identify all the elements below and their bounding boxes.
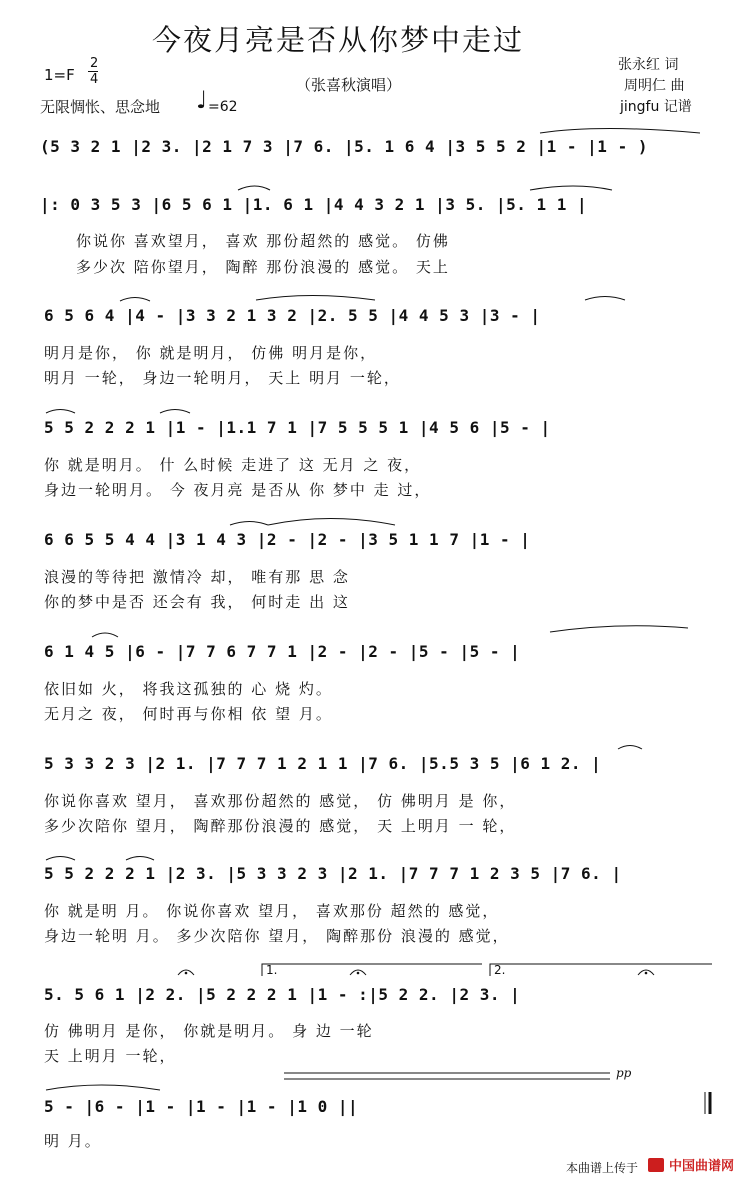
score-line-4-lyric-1: 你 就是明月。 什 么时候 走进了 这 无月 之 夜， — [44, 456, 422, 474]
site-logo-graphic — [648, 1155, 748, 1175]
time-signature-bottom: 4 — [90, 72, 99, 87]
tie-mark — [238, 186, 270, 190]
volta-2-label: 2. — [494, 963, 506, 977]
score-line-5-lyric-2: 你的梦中是否 还会有 我， 何时走 出 这 — [44, 593, 350, 611]
score-line-1-notes: (5 3 2 1 |2 3. |2 1 7 3 |7 6. |5. 1 6 4 |3 5 5 2 |1 - |1 - ) — [40, 137, 648, 156]
composer-credit: 周明仁 曲 — [624, 78, 685, 94]
score-line-7-notes: 5 3 3 2 3 |2 1. |7 7 7 1 2 1 1 |7 6. |5.5 3 5 |6 1 2. | — [44, 754, 602, 773]
score-line-3-notes: 6 5 6 4 |4 - |3 3 2 1 3 2 |2. 5 5 |4 4 5 3 |3 - | — [44, 306, 541, 325]
time-signature-top: 2 — [90, 56, 99, 71]
song-title: 今夜月亮是否从你梦中走过 — [152, 23, 525, 57]
tie-mark — [46, 1085, 160, 1090]
score-line-10-lyric-1: 明 月。 — [44, 1132, 102, 1150]
score-line-6-notes: 6 1 4 5 |6 - |7 7 6 7 7 1 |2 - |2 - |5 - |5 - | — [44, 642, 521, 661]
slur-mark — [92, 633, 118, 637]
score-line-8-lyric-2: 身边一轮明 月。 多少次陪你 望月， 陶醉那份 浪漫的 感觉， — [44, 927, 510, 945]
score-line-9-lyric-1: 仿 佛明月 是你， 你就是明月。 身 边 一轮 — [44, 1022, 374, 1040]
score-line-6-lyric-2: 无月之 夜， 何时再与你相 依 望 月。 — [44, 705, 333, 723]
dynamic-marking: pp — [616, 1066, 632, 1080]
score-line-9-lyric-2: 天 上明月 一轮， — [44, 1047, 177, 1065]
score-line-2-notes: |: 0 3 5 3 |6 5 6 1 |1. 6 1 |4 4 3 2 1 |3 5. |5. 1 1 | — [40, 195, 588, 214]
score-line-7-lyric-1: 你说你喜欢 望月， 喜欢那份超然的 感觉， 仿 佛明月 是 你， — [44, 792, 517, 810]
singer-credit: （张喜秋演唱） — [296, 76, 402, 94]
tie-mark — [46, 410, 75, 414]
fermata-dot — [645, 972, 648, 975]
score-line-5-lyric-1: 浪漫的等待把 激情冷 却， 唯有那 思 念 — [44, 568, 350, 586]
score-line-4-lyric-2: 身边一轮明月。 今 夜月亮 是否从 你 梦中 走 过， — [44, 481, 432, 499]
score-line-6-lyric-1: 依旧如 火， 将我这孤独的 心 烧 灼。 — [44, 680, 333, 698]
tie-mark — [550, 626, 688, 632]
quarter-note-icon: ♩ — [196, 86, 208, 114]
tempo-text: 无限惆怅、思念地 — [40, 98, 161, 116]
site-logo[interactable] — [648, 1155, 748, 1175]
tie-mark — [268, 519, 395, 526]
score-line-3-lyric-2: 明月 一轮， 身边一轮明月， 天上 明月 一轮， — [44, 369, 401, 387]
tie-mark — [120, 298, 150, 302]
score-line-8-lyric-1: 你 就是明 月。 你说你喜欢 望月， 喜欢那份 超然的 感觉， — [44, 902, 500, 920]
key-signature: 1=F — [44, 66, 75, 84]
fermata-dot — [357, 972, 360, 975]
score-line-3-lyric-1: 明月是你， 你 就是明月， 仿佛 明月是你， — [44, 344, 378, 362]
score-line-8-notes: 5 5 2 2 2 1 |2 3. |5 3 3 2 3 |2 1. |7 7 7 1 2 3 5 |7 6. | — [44, 864, 622, 883]
score-line-9-notes: 5. 5 6 1 |2 2. |5 2 2 2 1 |1 - :|5 2 2. |2 3. | — [44, 985, 521, 1004]
volta-1-label: 1. — [266, 963, 278, 977]
score-line-7-lyric-2: 多少次陪你 望月， 陶醉那份浪漫的 感觉， 天 上明月 一 轮， — [44, 817, 517, 835]
slur-mark — [126, 857, 154, 861]
transcriber-credit: jingfu 记谱 — [620, 99, 692, 115]
score-line-2-lyric-1: 你说你 喜欢望月， 喜欢 那份超然的 感觉。 仿佛 — [76, 232, 450, 250]
fermata-dot — [185, 972, 188, 975]
score-line-4-notes: 5 5 2 2 2 1 |1 - |1.1 7 1 |7 5 5 5 1 |4 5 6 |5 - | — [44, 418, 551, 437]
score-line-2-lyric-2: 多少次 陪你望月， 陶醉 那份浪漫的 感觉。 天上 — [76, 258, 450, 276]
slur-mark — [46, 857, 75, 861]
slur-mark — [618, 746, 642, 750]
tie-mark — [540, 129, 700, 134]
tie-mark — [160, 410, 190, 414]
svg-text:中国曲谱网: 中国曲谱网 — [669, 1158, 735, 1173]
tie-mark — [530, 186, 612, 190]
score-line-5-notes: 6 6 5 5 4 4 |3 1 4 3 |2 - |2 - |3 5 1 1 7 |1 - | — [44, 530, 531, 549]
lyricist-credit: 张永红 词 — [618, 57, 679, 73]
upload-credit: 本曲谱上传于 — [566, 1161, 639, 1175]
slur-mark — [256, 296, 375, 301]
volta-bracket — [262, 964, 482, 976]
volta-bracket — [490, 964, 712, 976]
score-line-10-notes: 5 - |6 - |1 - |1 - |1 - |1 0 || — [44, 1097, 359, 1116]
tie-mark — [230, 522, 268, 526]
tempo-value: =62 — [208, 99, 238, 115]
tie-mark — [585, 297, 625, 301]
